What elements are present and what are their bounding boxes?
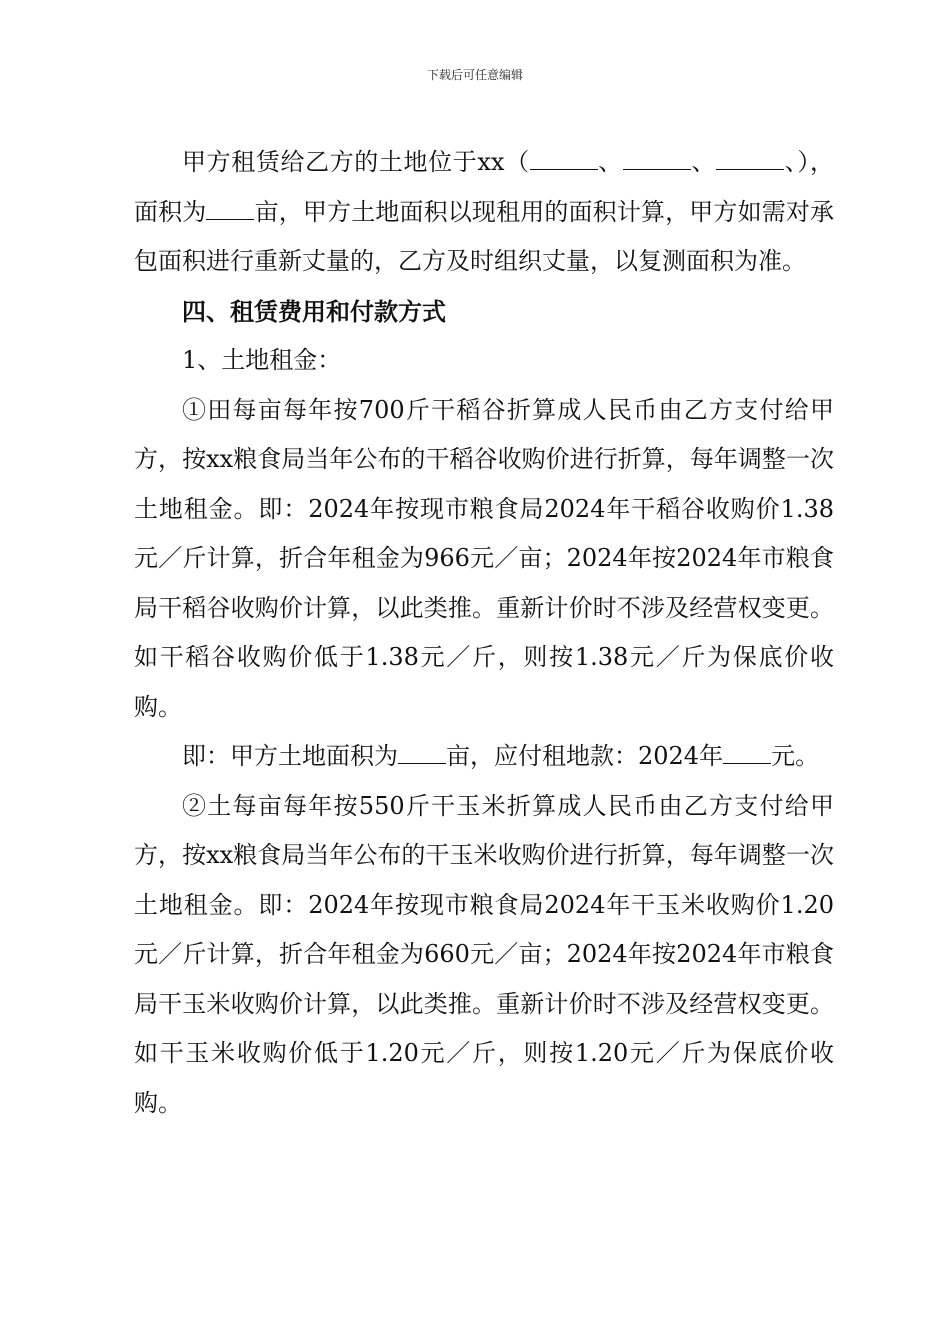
rent-unit-text: 元。 — [771, 742, 820, 770]
area-blank — [206, 193, 254, 220]
rent-payment-text: 亩，应付租地款：2024年 — [446, 742, 724, 770]
location-blank-2 — [623, 143, 691, 170]
location-blank-3 — [716, 143, 784, 170]
corn-rent-paragraph: ②土每亩每年按550斤干玉米折算成人民币由乙方支付给甲方，按xx粮食局当年公布的干玉米收购价进行折算，每年调整一次土地租金。即：2024年按现市粮食局2024年干玉米收购价1.20元／斤计算，折合年租金为660元／亩；2024年按2024年市粮食局干玉米收购价计算，以此类推。重新计价时不涉及经营权变更。如干玉米收购价低于1.20元／斤，则按1.20元／斤为保底价收购。 — [134, 791, 834, 1117]
location-blank-1 — [530, 143, 598, 170]
land-location-paragraph — [134, 138, 834, 287]
rent-summary-paragraph — [134, 732, 834, 782]
item-heading: 1、土地租金： — [182, 346, 342, 374]
section-heading: 四、租赁费用和付款方式 — [182, 296, 446, 326]
rent-summary-text: 即：甲方土地面积为 — [182, 742, 398, 770]
rent-area-blank — [398, 737, 446, 764]
rent-amount-blank — [723, 737, 771, 764]
document-body — [134, 138, 834, 1128]
separator: 、 — [597, 148, 623, 176]
area-label: ），面积为 — [134, 148, 835, 226]
separator: 、 — [690, 148, 717, 176]
rice-rent-paragraph: ①田每亩每年按700斤干稻谷折算成人民币由乙方支付给甲方，按xx粮食局当年公布的干稻谷收购价进行折算，每年调整一次土地租金。即：2024年按现市粮食局2024年干稻谷收购价1.38元／斤计算，折合年租金为966元／亩；2024年按2024年市粮食局干稻谷收购价计算，以此类推。重新计价时不涉及经营权变更。如干稻谷收购价低于1.38元／斤，则按1.38元／斤为保底价收购。 — [134, 395, 834, 721]
separator: 、 — [784, 148, 798, 176]
area-text: 亩，甲方土地面积以现租用的面积计算，甲方如需对承包面积进行重新丈量的，乙方及时组织丈量，以复测面积为准。 — [134, 197, 835, 275]
page-header: 下载后可任意编辑 — [426, 68, 523, 82]
land-location-text: 甲方租赁给乙方的土地位于xx（ — [182, 148, 530, 176]
